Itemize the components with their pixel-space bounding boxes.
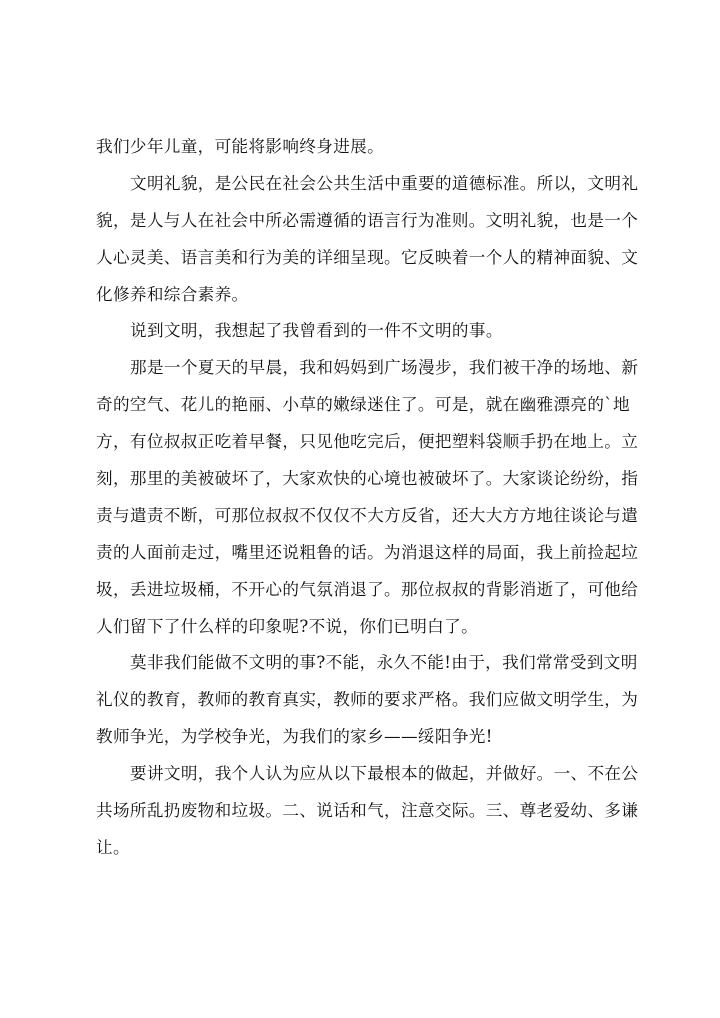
text-line: 责的人面前走过，嘴里还说粗鲁的话。为消退这样的局面，我上前捡起垃 <box>96 542 639 562</box>
text-line: 刻，那里的美被破坏了，大家欢快的心境也被破坏了。大家谈论纷纷，指 <box>96 469 639 489</box>
text-line: 方，有位叔叔正吃着早餐，只见他吃完后，便把塑料袋顺手扔在地上。立 <box>96 432 639 452</box>
text-line: 文明礼貌，是公民在社会公共生活中重要的道德标准。所以，文明礼 <box>130 173 639 193</box>
text-line: 共场所乱扔废物和垃圾。二、说话和气，注意交际。三、尊老爱幼、多谦 <box>96 801 639 821</box>
text-line: 奇的空气、花儿的艳丽、小草的嫩绿迷住了。可是，就在幽雅漂亮的`地 <box>96 395 630 415</box>
document-body <box>96 129 644 867</box>
text-line: 责与遣责不断，可那位叔叔不仅仅不大方反省，还大大方方地往谈论与遣 <box>96 505 639 525</box>
text-line: 要讲文明，我个人认为应从以下最根本的做起，并做好。一、不在公 <box>130 764 639 784</box>
text-line: 貌，是人与人在社会中所必需遵循的语言行为准则。文明礼貌，也是一个 <box>96 210 639 230</box>
text-line: 人们留下了什么样的印象呢?不说，你们已明白了。 <box>96 616 479 636</box>
text-line: 圾，丢进垃圾桶，不开心的气氛消退了。那位叔叔的背影消逝了，可他给 <box>96 579 639 599</box>
text-line: 莫非我们能做不文明的事?不能，永久不能!由于，我们常常受到文明 <box>130 653 638 673</box>
text-line: 让。 <box>96 837 130 857</box>
text-line: 人心灵美、语言美和行为美的详细呈现。它反映着一个人的精神面貌、文 <box>96 247 639 267</box>
text-line: 说到文明，我想起了我曾看到的一件不文明的事。 <box>130 321 503 341</box>
text-line: 教师争光，为学校争光，为我们的家乡——绥阳争光! <box>96 727 493 747</box>
text-line: 那是一个夏天的早晨，我和妈妈到广场漫步，我们被干净的场地、新 <box>130 358 639 378</box>
text-line: 礼仪的教育，教师的教育真实，教师的要求严格。我们应做文明学生，为 <box>96 690 639 710</box>
text-line: 化修养和综合素养。 <box>96 284 249 304</box>
text-line: 我们少年儿童，可能将影响终身进展。 <box>96 137 385 156</box>
